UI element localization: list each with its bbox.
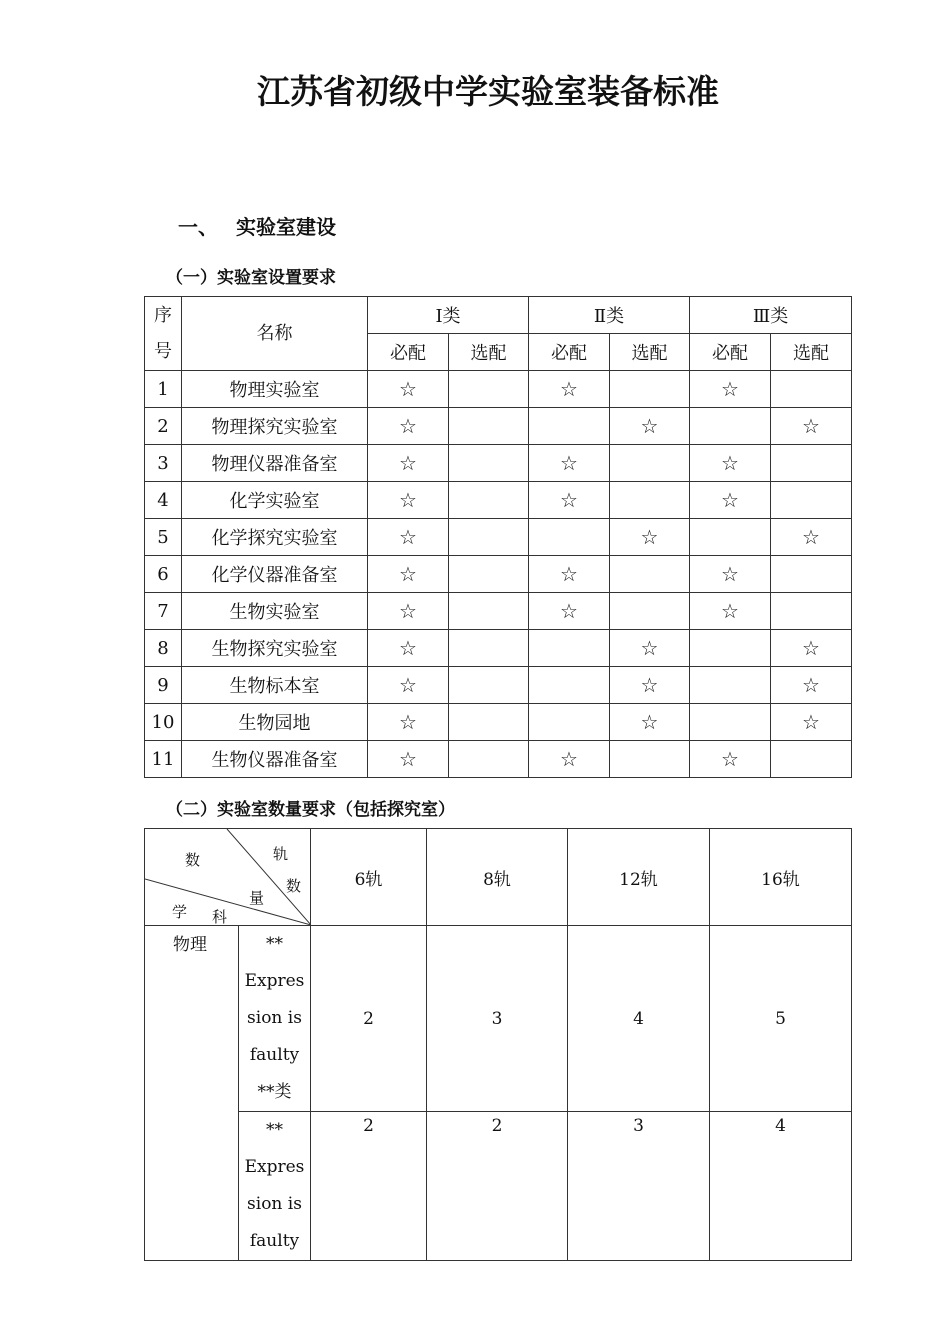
mark-cell xyxy=(368,704,449,741)
mark-cell xyxy=(529,519,610,556)
star-icon: ☆ xyxy=(399,710,417,734)
row-label-line: **类 xyxy=(257,1082,292,1102)
row-label-cell xyxy=(239,1112,311,1261)
room-name: 生物实验室 xyxy=(182,593,368,630)
mark-cell xyxy=(449,519,529,556)
row-number: 9 xyxy=(145,667,182,704)
table-row xyxy=(145,741,852,778)
subject-cell: 物理 xyxy=(145,926,239,1261)
table-row xyxy=(145,445,852,482)
star-icon: ☆ xyxy=(802,673,820,697)
track-header-6: 6轨 xyxy=(311,829,427,926)
row-label-line: faulty xyxy=(249,1045,300,1065)
header-required: 必配 xyxy=(529,334,610,371)
mark-cell xyxy=(771,482,852,519)
star-icon: ☆ xyxy=(399,488,417,512)
row-label-line: Expres xyxy=(244,971,305,991)
mark-cell xyxy=(529,667,610,704)
count-cell: 2 xyxy=(427,1112,568,1261)
mark-cell xyxy=(449,445,529,482)
row-label-line: sion is xyxy=(247,1194,302,1214)
header-optional: 选配 xyxy=(610,334,690,371)
mark-cell xyxy=(529,482,610,519)
star-icon: ☆ xyxy=(802,414,820,438)
star-icon: ☆ xyxy=(399,562,417,586)
header-class-3: Ⅲ类 xyxy=(690,297,852,334)
table-row xyxy=(145,667,852,704)
star-icon: ☆ xyxy=(640,710,659,734)
row-label-line: sion is xyxy=(247,1008,302,1028)
room-name: 生物标本室 xyxy=(182,667,368,704)
star-icon: ☆ xyxy=(399,525,417,549)
star-icon: ☆ xyxy=(399,377,417,401)
mark-cell xyxy=(771,408,852,445)
mark-cell xyxy=(610,519,690,556)
table-row xyxy=(145,408,852,445)
header-seq-line1: 序 xyxy=(154,304,172,326)
mark-cell xyxy=(771,445,852,482)
room-name: 物理探究实验室 xyxy=(182,408,368,445)
section-label: 实验室建设 xyxy=(236,215,336,239)
star-icon: ☆ xyxy=(560,747,578,771)
mark-cell xyxy=(771,519,852,556)
header-seq xyxy=(145,297,182,371)
star-icon: ☆ xyxy=(802,525,820,549)
mark-cell xyxy=(368,630,449,667)
room-name: 物理实验室 xyxy=(182,371,368,408)
mark-cell xyxy=(449,630,529,667)
subsection-heading-1: （一）实验室设置要求 xyxy=(166,268,336,288)
row-number: 6 xyxy=(145,556,182,593)
row-number: 1 xyxy=(145,371,182,408)
count-cell: 2 xyxy=(311,1112,427,1261)
diag-label-gui: 轨 xyxy=(273,845,289,863)
header-required: 必配 xyxy=(368,334,449,371)
star-icon: ☆ xyxy=(802,710,820,734)
row-label-line: ** xyxy=(266,934,283,954)
count-cell: 4 xyxy=(710,1112,852,1261)
mark-cell xyxy=(368,593,449,630)
table-row xyxy=(145,593,852,630)
diag-label-xue: 学 xyxy=(172,903,188,921)
mark-cell xyxy=(529,371,610,408)
mark-cell xyxy=(610,630,690,667)
mark-cell xyxy=(610,371,690,408)
mark-cell xyxy=(368,482,449,519)
mark-cell xyxy=(771,741,852,778)
mark-cell xyxy=(690,630,771,667)
row-number: 2 xyxy=(145,408,182,445)
table-row xyxy=(145,630,852,667)
mark-cell xyxy=(610,482,690,519)
mark-cell xyxy=(771,371,852,408)
mark-cell xyxy=(771,667,852,704)
star-icon: ☆ xyxy=(640,636,659,660)
mark-cell xyxy=(529,593,610,630)
star-icon: ☆ xyxy=(721,451,739,475)
count-cell: 2 xyxy=(311,926,427,1112)
header-class-2: Ⅱ类 xyxy=(529,297,690,334)
mark-cell xyxy=(771,704,852,741)
diag-label-ke: 科 xyxy=(212,908,228,926)
mark-cell xyxy=(610,556,690,593)
track-header-12: 12轨 xyxy=(568,829,710,926)
mark-cell xyxy=(449,556,529,593)
diag-label-shu: 数 xyxy=(185,851,201,869)
mark-cell xyxy=(690,556,771,593)
star-icon: ☆ xyxy=(721,747,739,771)
row-number: 4 xyxy=(145,482,182,519)
mark-cell xyxy=(368,371,449,408)
lab-quantity-table xyxy=(144,828,852,1261)
subsection-heading-2: （二）实验室数量要求（包括探究室） xyxy=(166,800,455,820)
star-icon: ☆ xyxy=(399,451,417,475)
header-name: 名称 xyxy=(182,297,368,371)
mark-cell xyxy=(690,741,771,778)
count-cell: 5 xyxy=(710,926,852,1112)
star-icon: ☆ xyxy=(399,636,417,660)
row-number: 10 xyxy=(145,704,182,741)
mark-cell xyxy=(610,667,690,704)
track-header-16: 16轨 xyxy=(710,829,852,926)
star-icon: ☆ xyxy=(560,451,578,475)
star-icon: ☆ xyxy=(640,525,659,549)
mark-cell xyxy=(690,593,771,630)
mark-cell xyxy=(368,445,449,482)
mark-cell xyxy=(610,593,690,630)
mark-cell xyxy=(771,630,852,667)
mark-cell xyxy=(368,408,449,445)
star-icon: ☆ xyxy=(640,673,659,697)
mark-cell xyxy=(529,741,610,778)
mark-cell xyxy=(690,482,771,519)
mark-cell xyxy=(529,556,610,593)
mark-cell xyxy=(690,704,771,741)
mark-cell xyxy=(449,482,529,519)
star-icon: ☆ xyxy=(399,747,417,771)
mark-cell xyxy=(771,593,852,630)
mark-cell xyxy=(449,667,529,704)
mark-cell xyxy=(368,741,449,778)
room-name: 生物园地 xyxy=(182,704,368,741)
lab-setup-rows xyxy=(145,371,852,778)
star-icon: ☆ xyxy=(560,377,578,401)
star-icon: ☆ xyxy=(399,673,417,697)
room-name: 化学探究实验室 xyxy=(182,519,368,556)
star-icon: ☆ xyxy=(721,562,739,586)
table-row xyxy=(145,519,852,556)
star-icon: ☆ xyxy=(721,599,739,623)
room-name: 生物仪器准备室 xyxy=(182,741,368,778)
count-cell: 3 xyxy=(568,1112,710,1261)
table-row xyxy=(145,556,852,593)
header-optional: 选配 xyxy=(771,334,852,371)
mark-cell xyxy=(449,704,529,741)
page-title: 江苏省初级中学实验室装备标准 xyxy=(257,72,719,111)
room-name: 化学仪器准备室 xyxy=(182,556,368,593)
header-class-1: Ⅰ类 xyxy=(368,297,529,334)
mark-cell xyxy=(610,741,690,778)
star-icon: ☆ xyxy=(399,599,417,623)
star-icon: ☆ xyxy=(640,414,659,438)
table-row xyxy=(145,482,852,519)
mark-cell xyxy=(529,630,610,667)
mark-cell xyxy=(610,704,690,741)
header-seq-line2: 号 xyxy=(154,340,172,362)
diag-label-liang: 量 xyxy=(249,889,265,907)
mark-cell xyxy=(449,408,529,445)
track-header-8: 8轨 xyxy=(427,829,568,926)
mark-cell xyxy=(690,371,771,408)
room-name: 物理仪器准备室 xyxy=(182,445,368,482)
section-heading xyxy=(178,211,336,240)
star-icon: ☆ xyxy=(721,377,739,401)
row-number: 8 xyxy=(145,630,182,667)
row-label-line: ** xyxy=(266,1120,283,1140)
mark-cell xyxy=(368,556,449,593)
mark-cell xyxy=(449,741,529,778)
mark-cell xyxy=(368,667,449,704)
mark-cell xyxy=(610,408,690,445)
mark-cell xyxy=(610,445,690,482)
header-optional: 选配 xyxy=(449,334,529,371)
star-icon: ☆ xyxy=(399,414,417,438)
mark-cell xyxy=(690,519,771,556)
table-row xyxy=(145,371,852,408)
section-number: 一、 xyxy=(178,215,218,239)
star-icon: ☆ xyxy=(560,562,578,586)
diag-label-shu2: 数 xyxy=(286,877,302,895)
mark-cell xyxy=(449,371,529,408)
header-required: 必配 xyxy=(690,334,771,371)
star-icon: ☆ xyxy=(802,636,820,660)
mark-cell xyxy=(529,408,610,445)
mark-cell xyxy=(690,667,771,704)
row-number: 7 xyxy=(145,593,182,630)
mark-cell xyxy=(368,519,449,556)
row-label-line: Expres xyxy=(244,1157,305,1177)
mark-cell xyxy=(771,556,852,593)
room-name: 化学实验室 xyxy=(182,482,368,519)
row-number: 11 xyxy=(145,741,182,778)
lab-setup-table xyxy=(144,296,852,778)
count-cell: 4 xyxy=(568,926,710,1112)
row-label-line: faulty xyxy=(249,1231,300,1251)
row-number: 5 xyxy=(145,519,182,556)
table-row xyxy=(145,704,852,741)
mark-cell xyxy=(529,445,610,482)
star-icon: ☆ xyxy=(560,599,578,623)
count-cell: 3 xyxy=(427,926,568,1112)
row-number: 3 xyxy=(145,445,182,482)
star-icon: ☆ xyxy=(721,488,739,512)
row-label-cell xyxy=(239,926,311,1112)
diagonal-header-cell xyxy=(145,829,311,926)
mark-cell xyxy=(690,445,771,482)
room-name: 生物探究实验室 xyxy=(182,630,368,667)
mark-cell xyxy=(529,704,610,741)
mark-cell xyxy=(449,593,529,630)
star-icon: ☆ xyxy=(560,488,578,512)
mark-cell xyxy=(690,408,771,445)
